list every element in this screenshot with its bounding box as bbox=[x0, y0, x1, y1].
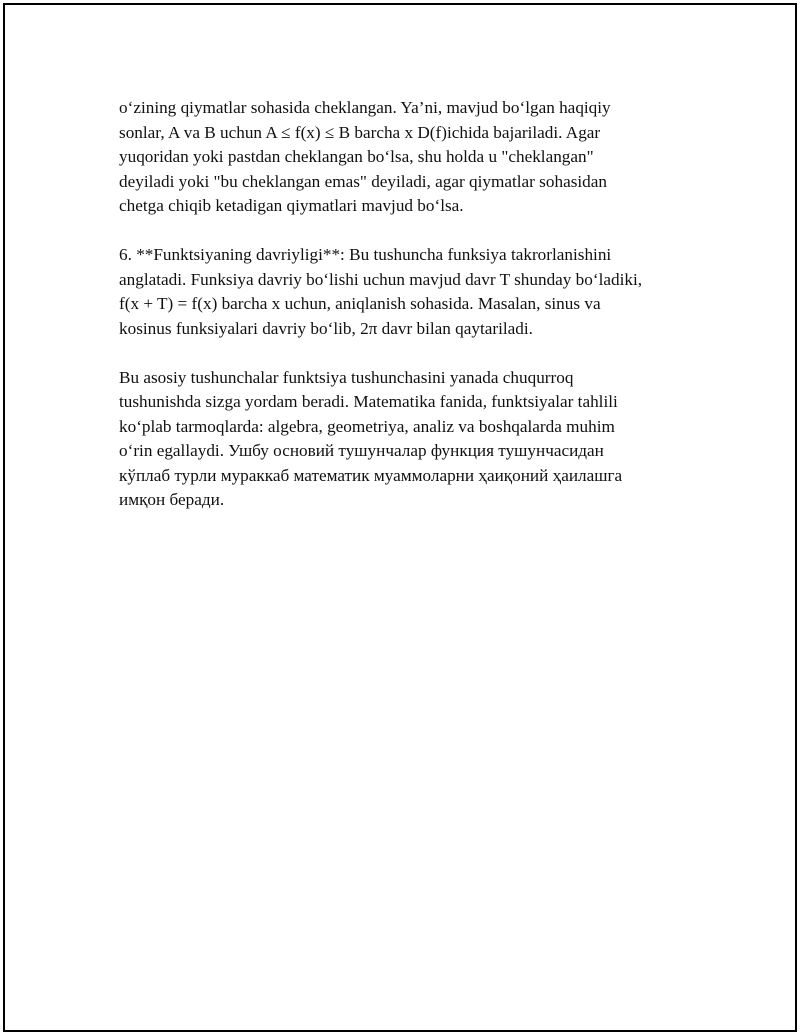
text-line: chetga chiqib ketadigan qiymatlari mavjud bo‘lsa. bbox=[119, 196, 464, 215]
text-line: tushunishda sizga yordam beradi. Matematika fanida, funktsiyalar tahlili bbox=[119, 392, 618, 411]
paragraph-periodicity bbox=[119, 243, 709, 341]
text-line: sonlar, A va B uchun A ≤ f(x) ≤ B barcha x D(f)ichida bajariladi. Agar bbox=[119, 122, 601, 142]
text-line: o‘zining qiymatlar sohasida cheklangan. Ya’ni, mavjud bo‘lgan haqiqiy bbox=[119, 98, 611, 117]
document-page bbox=[3, 3, 797, 1032]
text-line: deyiladi yoki "bu cheklangan emas" deyiladi, agar qiymatlar sohasidan bbox=[119, 171, 607, 191]
text-line: o‘rin egallaydi. Ушбу основий тушунчалар функция тушунчасидан bbox=[119, 441, 604, 460]
text-line: f(x + T) = f(x) barcha x uchun, aniqlanish sohasida. Masalan, sinus va bbox=[119, 294, 601, 313]
text-line: имқон беради. bbox=[119, 490, 225, 509]
text-line: 6. **Funktsiyaning davriyligi**: Bu tushuncha funksiya takrorlanishini bbox=[119, 245, 612, 264]
text-line: yuqoridan yoki pastdan cheklangan bo‘lsa, shu holda u "cheklangan" bbox=[119, 147, 594, 166]
text-line: kosinus funksiyalari davriy bo‘lib, 2π davr bilan qaytariladi. bbox=[119, 318, 533, 338]
text-line: кўплаб турли мураккаб математик муаммоларни ҳаиқоний ҳаилашга bbox=[119, 465, 623, 485]
paragraph-conclusion bbox=[119, 366, 709, 513]
paragraph-boundedness bbox=[119, 96, 709, 219]
text-line: Bu asosiy tushunchalar funktsiya tushunchasini yanada chuqurroq bbox=[119, 367, 574, 387]
text-line: anglatadi. Funksiya davriy bo‘lishi uchun mavjud davr T shunday bo‘ladiki, bbox=[119, 269, 643, 289]
document-body bbox=[119, 96, 709, 537]
text-line: ko‘plab tarmoqlarda: algebra, geometriya, analiz va boshqalarda muhim bbox=[119, 416, 615, 436]
